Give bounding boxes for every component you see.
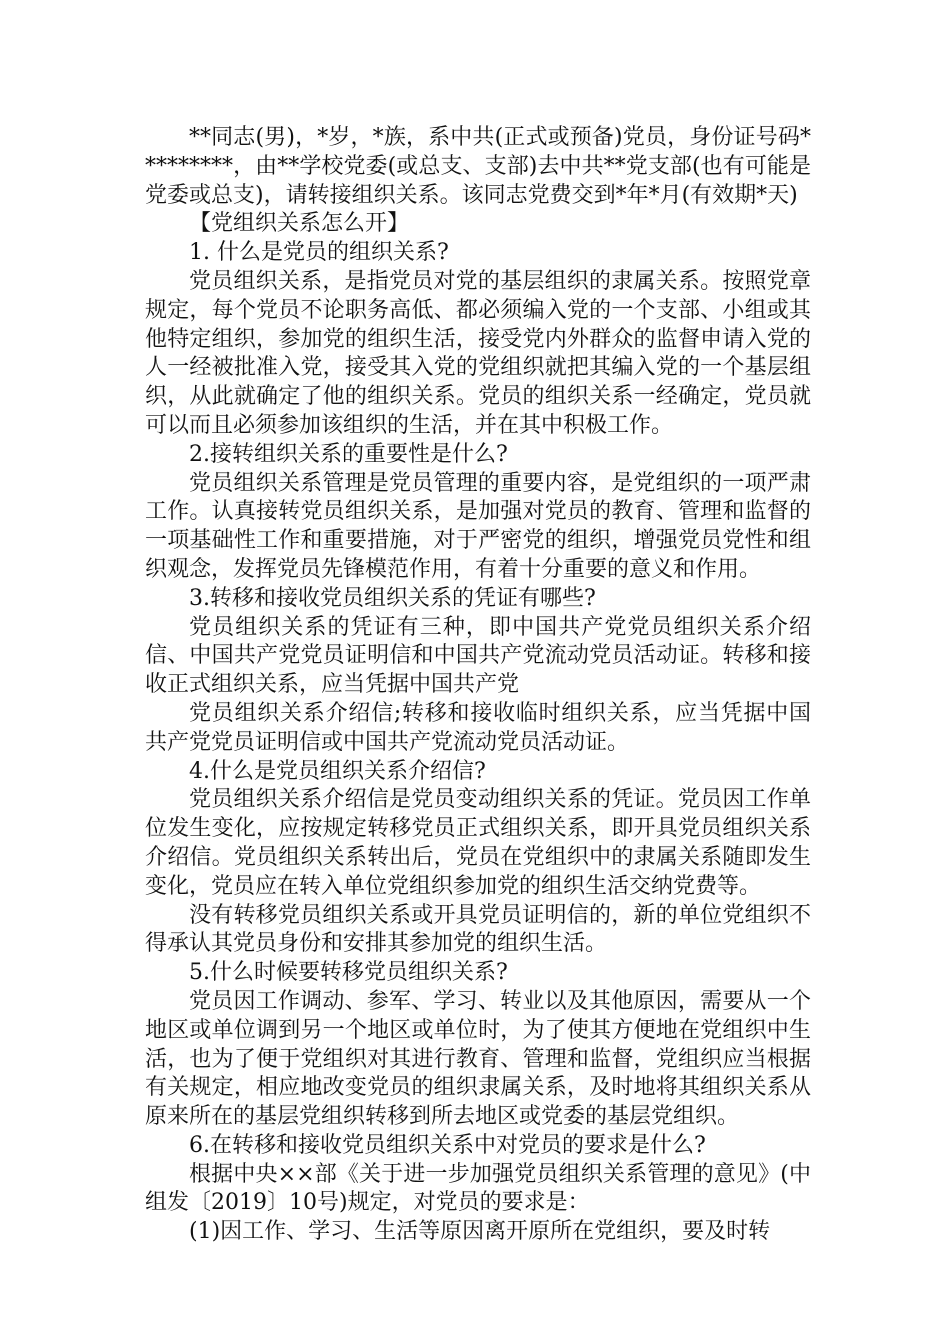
answer-4-part-1: 党员组织关系介绍信是党员变动组织关系的凭证。党员因工作单位发生变化，应按规定转移党员正式组织关系，即开具党员组织关系介绍信。党员组织关系转出后，党员在党组织中的隶属关系随即发生变化，党员应在转入单位党组织参加党的组织生活交纳党费等。 [145,787,811,899]
answer-4-part-2: 没有转移党员组织关系或开具党员证明信的，新的单位党组织不得承认其党员身份和安排其参加党的组织生活。 [145,902,811,957]
question-1: 1. 什么是党员的组织关系? [189,240,449,266]
section-heading: 【党组织关系怎么开】 [189,211,410,237]
answer-5: 党员因工作调动、参军、学习、转业以及其他原因，需要从一个地区或单位调到另一个地区或单位时，为了使其方便地在党组织中生活，也为了便于党组织对其进行教育、管理和监督，党组织应当根据有关规定，相应地改变党员的组织隶属关系，及时地将其组织关系从原来所在的基层党组织转移到所去地区或党委的基层党组织。 [145,988,811,1130]
answer-6-intro: 根据中央××部《关于进一步加强党员组织关系管理的意见》(中组发〔2019〕10号)规定，对党员的要求是： [145,1161,811,1216]
question-5: 5.什么时候要转移党员组织关系? [189,960,508,986]
answer-3-part-2: 党员组织关系介绍信;转移和接收临时组织关系，应当凭据中国共产党党员证明信或中国共产党流动党员活动证。 [145,700,811,755]
question-3: 3.转移和接收党员组织关系的凭证有哪些? [189,585,596,611]
answer-6-item-1: (1)因工作、学习、生活等原因离开原所在党组织，要及时转 [189,1219,771,1245]
document-body [145,124,811,1247]
question-6: 6.在转移和接收党员组织关系中对党员的要求是什么? [189,1132,706,1158]
answer-1: 党员组织关系，是指党员对党的基层组织的隶属关系。按照党章规定，每个党员不论职务高低、都必须编入党的一个支部、小组或其他特定组织，参加党的组织生活，接受党内外群众的监督申请入党的人一经被批准入党，接受其入党的党组织就把其编入党的一个基层组织，从此就确定了他的组织关系。党员的组织关系一经确定，党员就可以而且必须参加该组织的生活，并在其中积极工作。 [145,268,811,438]
question-4: 4.什么是党员组织关系介绍信? [189,758,486,784]
question-2: 2.接转组织关系的重要性是什么? [189,441,508,467]
answer-2: 党员组织关系管理是党员管理的重要内容，是党组织的一项严肃工作。认真接转党员组织关系，是加强对党员的教育、管理和监督的一项基础性工作和重要措施，对于严密党的组织，增强党员党性和组织观念，发挥党员先锋模范作用，有着十分重要的意义和作用。 [145,470,811,582]
paragraph-intro-letter: **同志(男)，*岁，*族，系中共(正式或预备)党员，身份证号码*********，由**学校党委(或总支、支部)去中共**党支部(也有可能是党委或总支)，请转接组织关系。该同志党费交到*年*月(有效期*天) [145,125,811,208]
answer-3-part-1: 党员组织关系的凭证有三种，即中国共产党党员组织关系介绍信、中国共产党党员证明信和中国共产党流动党员活动证。转移和接收正式组织关系，应当凭据中国共产党 [145,614,811,698]
